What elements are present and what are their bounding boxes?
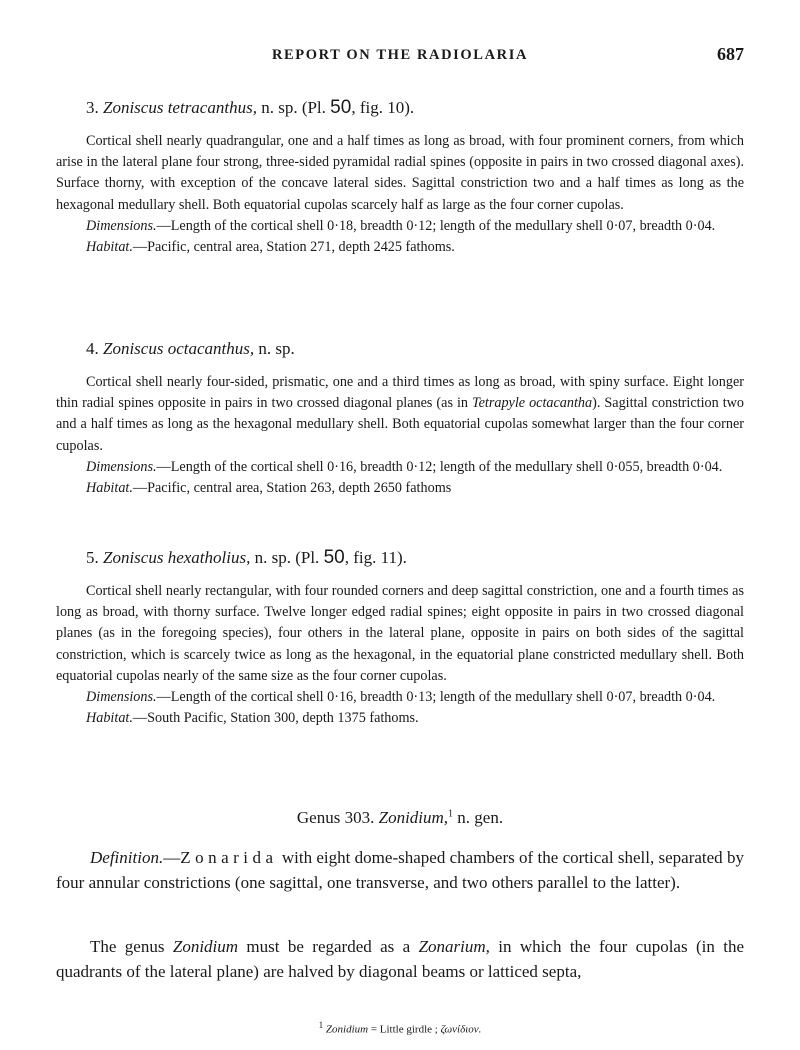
dimensions-text: —Length of the cortical shell 0·16, breadth 0·12; length of the medullary shell 0·055, breadth 0·04. (156, 458, 723, 475)
species-description: Cortical shell nearly rectangular, with four rounded corners and deep sagittal constriction, one and a fourth times as long as broad, with thorny surface. Twelve longer edged radial spines; eight opposite in pairs in two crossed diagonal planes (as in the foregoing species), four others in the lateral plane, opposite in pairs on both sides of the sagittal constriction, which is scarcely twice as long as the hexagonal, in the equatorial plane constricted medullary shell. Both equatorial cupolas nearly of the same size as the four corner cupolas. (56, 583, 744, 684)
habitat-label: Habitat. (86, 239, 133, 256)
footnote-mark: 1 (318, 1020, 324, 1030)
genus-prefix: Genus 303. (296, 808, 379, 827)
page-number: 687 (717, 44, 744, 64)
dimensions-text: —Length of the cortical shell 0·16, breadth 0·13; length of the medullary shell 0·07, breadth 0·04. (156, 689, 716, 706)
species-status: n. sp. (Pl. (256, 98, 331, 117)
definition-label: Definition. (90, 848, 164, 867)
habitat (56, 478, 744, 499)
species-number: 4. (86, 339, 99, 358)
definition-text: with eight dome-shaped chambers of the cortical shell, separated by four annular constrictions (one sagittal, one transverse, and two others parallel to the latter). (56, 848, 744, 892)
running-title: REPORT ON THE RADIOLARIA (271, 47, 529, 63)
species-heading (56, 547, 744, 569)
species-description: Cortical shell nearly quadrangular, one and a half times as long as broad, with four prominent corners, from which arise in the lateral plane four strong, three-sided pyramidal radial spines (opposite in pairs in two crossed diagonal axes). Surface thorny, with exception of the concave lateral sides. Sagittal constriction two and a half times as long as the hexagonal medullary shell. Both equatorial cupolas scarcely half as large as the four corner cupolas. (56, 133, 744, 213)
species-status: n. sp. (254, 339, 295, 358)
body-paragraph (56, 935, 744, 984)
dimensions (56, 457, 744, 478)
habitat-label: Habitat. (86, 710, 133, 727)
genus-heading (0, 808, 800, 828)
species-number: 3. (86, 98, 99, 117)
habitat (56, 708, 744, 729)
dimensions (56, 687, 744, 708)
species-name: Zoniscus octacanthus, (103, 339, 255, 358)
species-entry-5 (56, 547, 744, 729)
species-description (56, 372, 744, 457)
plate-number: 50 (323, 547, 345, 568)
footnote-marker: 1 (448, 808, 454, 820)
habitat-label: Habitat. (86, 480, 133, 497)
footnote-term: Zonidium (325, 1023, 369, 1036)
species-status: n. sp. (Pl. (250, 548, 324, 567)
species-entry-3 (56, 97, 744, 258)
species-name: Zoniscus tetracanthus, (103, 98, 257, 117)
species-heading (56, 338, 744, 360)
page-header (56, 44, 744, 68)
species-number: 5. (86, 548, 99, 567)
genus-name: Zonidium, (378, 808, 449, 827)
genus-suffix: n. gen. (453, 808, 504, 827)
body-text: The genus (90, 937, 173, 956)
definition-term: Zonarida (180, 848, 278, 867)
genus-name-ref: Zonidium (172, 937, 239, 956)
footnote-text: = Little girdle ; (368, 1023, 441, 1036)
footnote (0, 1020, 800, 1036)
habitat-text: —Pacific, central area, Station 263, depth 2650 fathoms (132, 480, 452, 497)
species-name: Zoniscus hexatholius, (103, 548, 251, 567)
habitat-text: —Pacific, central area, Station 271, depth 2425 fathoms. (132, 239, 455, 256)
genus-discussion (56, 935, 744, 984)
habitat (56, 237, 744, 258)
genus-name-ref: Zonarium, (418, 937, 490, 956)
body-text: must be regarded as a (238, 937, 419, 956)
habitat-text: —South Pacific, Station 300, depth 1375 fathoms. (132, 710, 419, 727)
dimensions-label: Dimensions. (86, 217, 157, 234)
species-heading (56, 97, 744, 119)
dimensions-label: Dimensions. (86, 689, 157, 706)
footnote-greek: ζωνίδιον. (440, 1023, 482, 1036)
dimensions (56, 216, 744, 237)
body-text: in which the four cupolas (in the quadrants of the lateral plane) are halved by diagonal beams or latticed septa, (56, 937, 745, 981)
plate-number: 50 (330, 97, 352, 118)
description-part: ). Sagittal constriction two and a half times as long as the hexagonal medullary shell. Both equatorial cupolas somewhat larger than the four corner cupolas. (56, 395, 744, 454)
species-reference: Tetrapyle octacantha (472, 395, 593, 412)
figure-ref: , fig. 11). (344, 548, 407, 567)
genus-definition (56, 846, 744, 895)
figure-ref: , fig. 10). (351, 98, 415, 117)
definition-paragraph (56, 846, 744, 895)
description-part: Cortical shell nearly four-sided, prismatic, one and a third times as long as broad, with spiny surface. Eight longer thin radial spines opposite in pairs in two crossed diagonal planes (as in (56, 374, 744, 412)
dimensions-label: Dimensions. (86, 458, 157, 475)
species-entry-4 (56, 338, 744, 499)
dimensions-text: —Length of the cortical shell 0·18, breadth 0·12; length of the medullary shell 0·07, breadth 0·04. (156, 217, 716, 234)
definition-dash: — (163, 848, 181, 867)
